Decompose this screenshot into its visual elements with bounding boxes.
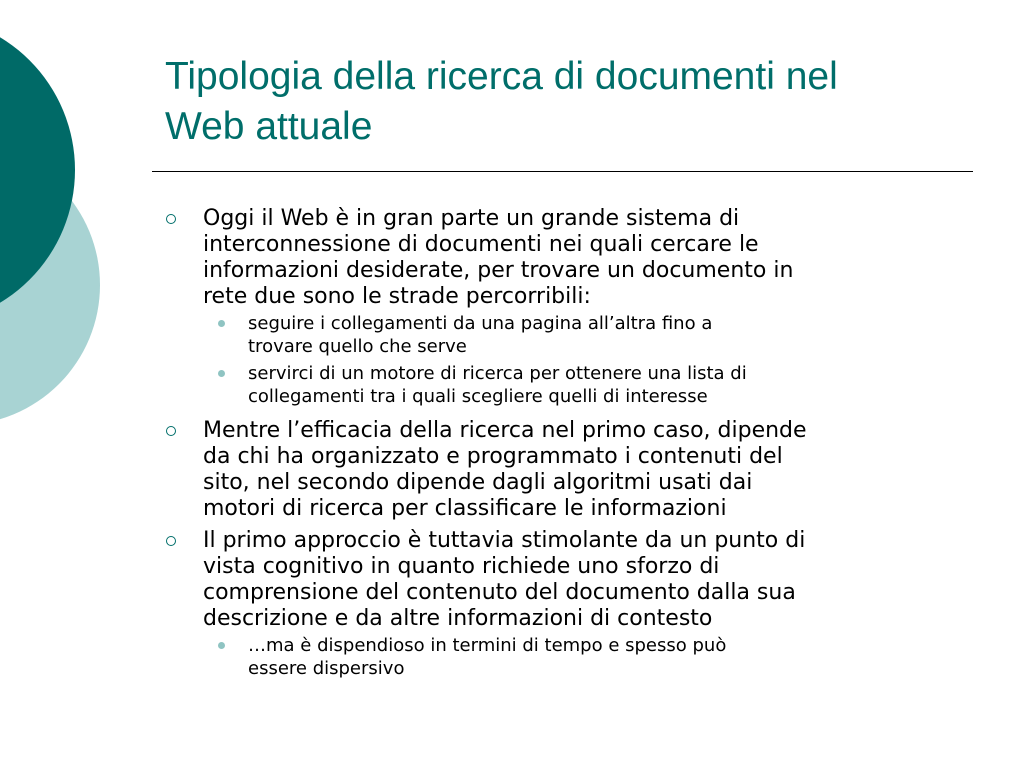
bullet-text-line: rete due sono le strade percorribili:: [203, 284, 591, 309]
hollow-circle-icon: [166, 426, 176, 436]
bullet-text-line: Mentre l’efficacia della ricerca nel primo caso, dipende: [203, 418, 807, 443]
bullet-text-line: vista cognitivo in quanto richiede uno sforzo di: [203, 554, 720, 579]
filled-dot-icon: [218, 642, 225, 649]
bullet-text-line: informazioni desiderate, per trovare un documento in: [203, 258, 794, 283]
hollow-circle-icon: [166, 536, 176, 546]
bullet-text-line: interconnessione di documenti nei quali cercare le: [203, 232, 759, 257]
sub-bullet-text-line: essere dispersivo: [248, 658, 405, 679]
sub-bullet-text-line: …ma è dispendioso in termini di tempo e spesso può: [248, 635, 727, 656]
title-line: Web attuale: [165, 105, 373, 148]
bullet-text-line: da chi ha organizzato e programmato i contenuti del: [203, 444, 783, 469]
bullet-text-line: descrizione e da altre informazioni di contesto: [203, 606, 713, 631]
title-line: Tipologia della ricerca di documenti nel: [165, 55, 838, 98]
sub-bullet-text-line: seguire i collegamenti da una pagina all’altra fino a: [248, 313, 713, 334]
sub-bullet-text-line: servirci di un motore di ricerca per ottenere una lista di: [248, 363, 747, 384]
bullet-text-line: Oggi il Web è in gran parte un grande sistema di: [203, 206, 740, 231]
filled-dot-icon: [218, 320, 225, 327]
sub-bullet-text-line: trovare quello che serve: [248, 336, 467, 357]
filled-dot-icon: [218, 370, 225, 377]
bullet-text-line: Il primo approccio è tuttavia stimolante da un punto di: [203, 528, 806, 553]
bullet-text-line: sito, nel secondo dipende dagli algoritmi usati dai: [203, 470, 753, 495]
hollow-circle-icon: [166, 214, 176, 224]
bullet-text-line: comprensione del contenuto del documento dalla sua: [203, 580, 796, 605]
sub-bullet-text-line: collegamenti tra i quali scegliere quelli di interesse: [248, 386, 708, 407]
bullet-text-line: motori di ricerca per classificare le informazioni: [203, 496, 727, 521]
